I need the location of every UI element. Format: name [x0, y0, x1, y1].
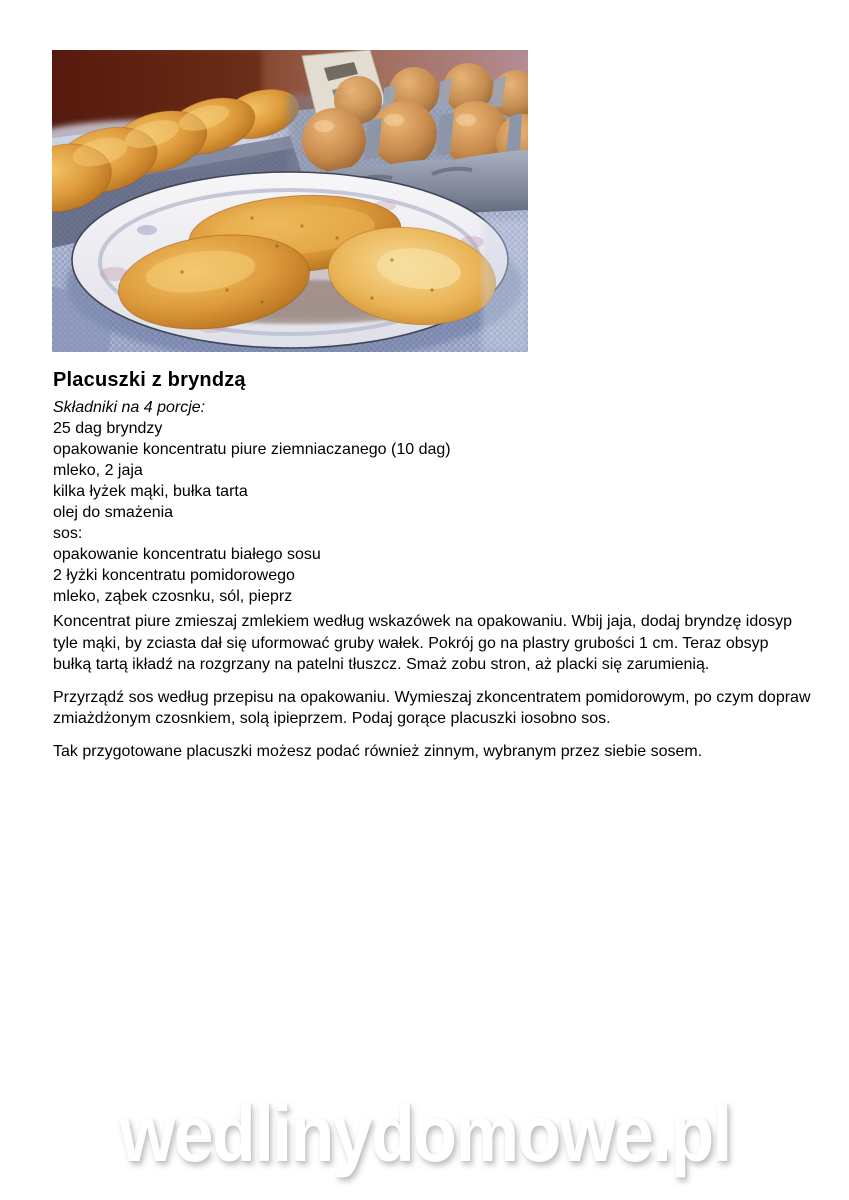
instruction-paragraph: Koncentrat piure zmieszaj zmlekiem według wskazówek na opakowaniu. Wbij jaja, dodaj bryndzę idosyp tyle mąki, by zciasta dał się uformować gruby wałek. Pokrój go na plastry grubości 1 cm. Teraz obsyp bułką tartą ikładź na rozgrzany na patelni tłuszcz. Smaż zobu stron, aż placki się zarumienią.: [53, 613, 793, 673]
page-title: Placuszki z bryndzą: [53, 369, 246, 392]
instructions-section: [53, 611, 811, 773]
ingredient-line: opakowanie koncentratu piure ziemniaczanego (10 dag): [53, 441, 451, 458]
site-watermark: wedlinydomowe.pl: [118, 1089, 731, 1178]
ingredients-heading: Składniki na 4 porcje:: [53, 399, 206, 416]
ingredient-line: kilka łyżek mąki, bułka tarta: [53, 483, 248, 500]
ingredient-line: sos:: [53, 525, 83, 542]
ingredient-line: mleko, 2 jaja: [53, 462, 143, 479]
instruction-paragraph: Tak przygotowane placuszki możesz podać również zinnym, wybranym przez siebie sosem.: [53, 742, 703, 760]
instruction-paragraph: Przyrządź sos według przepisu na opakowaniu. Wymieszaj zkoncentratem pomidorowym, po czym dopraw zmiażdżonym czosnkiem, solą ipieprzem. Podaj gorące placuszki iosobno sos.: [53, 688, 811, 727]
ingredient-line: 2 łyżki koncentratu pomidorowego: [53, 567, 295, 584]
ingredient-line: 25 dag bryndzy: [53, 420, 163, 437]
ingredient-line: olej do smażenia: [53, 504, 174, 521]
ingredients-section: [53, 397, 451, 607]
recipe-photo-illustration: [52, 50, 528, 352]
recipe-photo: [52, 50, 528, 352]
ingredient-line: mleko, ząbek czosnku, sól, pieprz: [53, 588, 293, 605]
ingredient-line: opakowanie koncentratu białego sosu: [53, 546, 321, 563]
